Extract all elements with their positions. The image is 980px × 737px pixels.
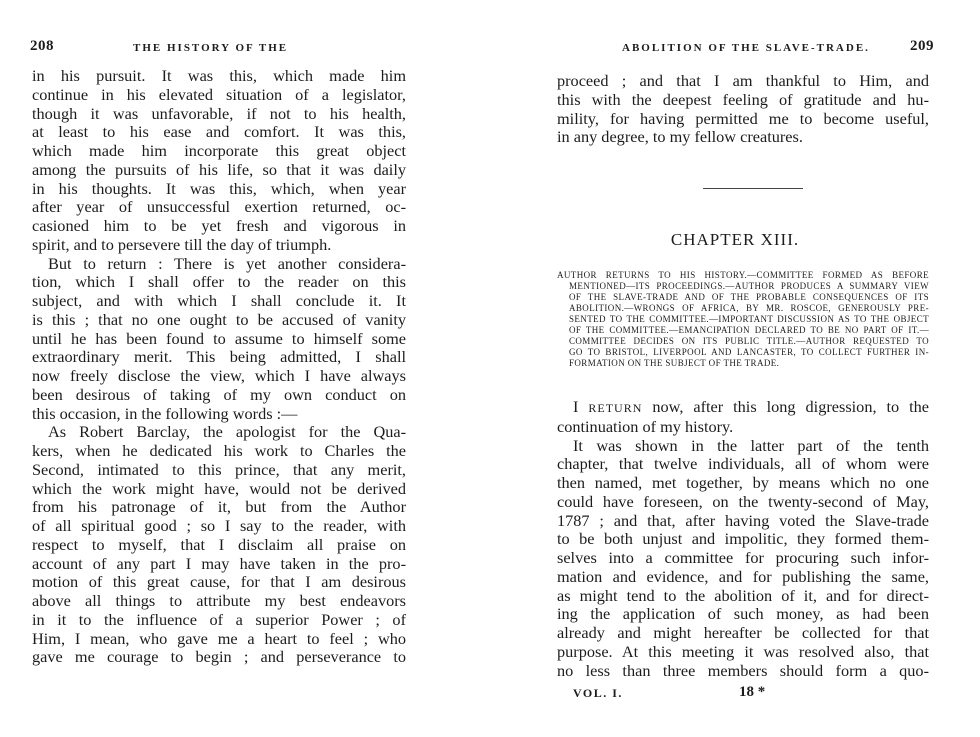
text-line: though it was unfavorable, if not to his health, — [32, 103, 406, 123]
text-line: to be both unjust and impolitic, they formed them- — [557, 529, 929, 549]
opening-small-caps: RETURN — [588, 401, 643, 415]
footer-signature: 18 * — [739, 684, 766, 700]
right-page-number: 209 — [910, 38, 934, 54]
text-line: extraordinary merit. This being admitted, I shall — [32, 347, 406, 367]
summary-line: SENTED TO THE COMMITTEE.—IMPORTANT DISCUSSION AS TO THE OBJECT — [569, 314, 929, 324]
text-line: in any degree, to my fellow creatures. — [557, 127, 803, 147]
text-line: among the pursuits of his life, so that it was daily — [32, 159, 406, 179]
text-line: purpose. At this meeting it was resolved also, that — [557, 641, 929, 661]
summary-line: GO TO BRISTOL, LIVERPOOL AND LANCASTER, TO COLLECT FURTHER IN- — [569, 347, 929, 357]
text-line: been desirous of taking of my own conduct on — [32, 384, 406, 404]
text-line: respect to myself, that I disclaim all praise on — [32, 534, 406, 554]
text-line: in his thoughts. It was this, which, when year — [32, 178, 406, 198]
text-line: is this ; that no one ought to be accused of vanity — [32, 309, 406, 329]
text-line: chapter, that twelve individuals, all of whom were — [557, 454, 929, 474]
text-line: Him, I mean, who gave me a heart to feel ; who — [32, 628, 406, 648]
text-line: mility, for having permitted me to become useful, — [557, 108, 929, 128]
right-body-text — [557, 398, 929, 680]
text-line: motion of this great cause, for that I am desirous — [32, 572, 406, 592]
text-line: now freely disclose the view, which I have always — [32, 366, 406, 385]
text-line: of all spiritual good ; so I say to the reader, with — [32, 516, 406, 535]
text-line: which made him incorporate this great object — [32, 141, 406, 160]
text-line: casioned him to be yet fresh and vigorous in — [32, 216, 406, 235]
summary-line: AUTHOR RETURNS TO HIS HISTORY.—COMMITTEE FORMED AS BEFORE — [557, 270, 929, 280]
text-line: which the work might have, would not be derived — [32, 478, 406, 498]
text-line: But to return : There is yet another considera- — [48, 253, 406, 273]
opening-word: I — [573, 397, 579, 416]
text-line — [557, 398, 929, 418]
right-running-head: ABOLITION OF THE SLAVE-TRADE. — [622, 42, 870, 54]
chapter-summary — [557, 270, 929, 369]
text-line: continuation of my history. — [557, 416, 734, 436]
text-line: after year of unsuccessful exertion returned, oc- — [32, 197, 406, 217]
text-line: continue in his elevated situation of a legislator, — [32, 84, 406, 104]
left-page-number: 208 — [30, 38, 54, 54]
summary-line: COMMITTEE DECIDES ON ITS PUBLIC TITLE.—AUTHOR REQUESTED TO — [569, 336, 929, 346]
text-line: this occasion, in the following words :— — [32, 403, 298, 423]
text-line: this with the deepest feeling of gratitude and hu- — [557, 89, 929, 109]
text-line: It was shown in the latter part of the tenth — [573, 435, 929, 455]
left-body-text — [32, 67, 406, 667]
text-line: no less than three members should form a quo- — [557, 660, 929, 680]
summary-line: MENTIONED—ITS PROCEEDINGS.—AUTHOR PRODUCES A SUMMARY VIEW — [569, 281, 929, 291]
left-running-head: THE HISTORY OF THE — [133, 42, 289, 54]
text-line: Second, intimated to this prince, that any merit, — [32, 459, 406, 479]
text-line: until he has been found to assume to himself some — [32, 328, 406, 348]
text-line: spirit, and to persevere till the day of triumph. — [32, 234, 332, 254]
text-line: ing the application of such money, as had been — [557, 604, 929, 624]
text-line: tion, which I shall offer to the reader on this — [32, 272, 406, 292]
text-line: as might tend to the abolition of it, and for direct- — [557, 585, 929, 605]
section-divider — [703, 188, 803, 189]
text-line: 1787 ; and that, after having voted the Slave-trade — [557, 510, 929, 530]
text-line: As Robert Barclay, the apologist for the Qua- — [48, 422, 406, 442]
text-line: mation and evidence, and for publishing the same, — [557, 566, 929, 586]
right-page — [490, 0, 980, 737]
summary-line: OF THE SLAVE-TRADE AND OF THE PROBABLE CONSEQUENCES OF ITS — [569, 292, 929, 302]
text-line: above all things to attribute my best endeavors — [32, 591, 406, 610]
text-line: in it to the influence of a superior Power ; of — [32, 609, 406, 629]
summary-line: ABOLITION.—WRONGS OF AFRICA, BY MR. ROSCOE, GENEROUSLY PRE- — [569, 303, 929, 313]
text-line: at least to his ease and comfort. It was this, — [32, 122, 406, 142]
text-line: then named, met together, by means which no one — [557, 473, 929, 492]
text-line: in his pursuit. It was this, which made him — [32, 66, 406, 85]
summary-line: FORMATION ON THE SUBJECT OF THE TRADE. — [569, 358, 780, 368]
right-top-text — [557, 72, 929, 147]
text-line: gave me courage to begin ; and perseverance to — [32, 647, 406, 667]
text-line: subject, and with which I shall conclude it. It — [32, 291, 406, 310]
text-line: kers, when he dedicated his work to Charles the — [32, 441, 406, 460]
text-line: already and might hereafter be collected for that — [557, 623, 929, 642]
chapter-title: CHAPTER XIII. — [670, 230, 800, 249]
text-line: from his patronage of it, but from the Author — [32, 497, 406, 517]
text-line: proceed ; and that I am thankful to Him, and — [557, 71, 929, 90]
opening-rest: now, after this long digression, to the — [642, 397, 929, 416]
footer-volume: VOL. I. — [573, 686, 623, 700]
text-line: selves into a committee for procuring such infor- — [557, 548, 929, 567]
text-line: account of any part I may have taken in the pro- — [32, 553, 406, 573]
text-line: could have foreseen, on the twenty-second of May, — [557, 491, 929, 511]
summary-line: OF THE COMMITTEE.—EMANCIPATION DECLARED TO BE NO PART OF IT.— — [569, 325, 929, 335]
